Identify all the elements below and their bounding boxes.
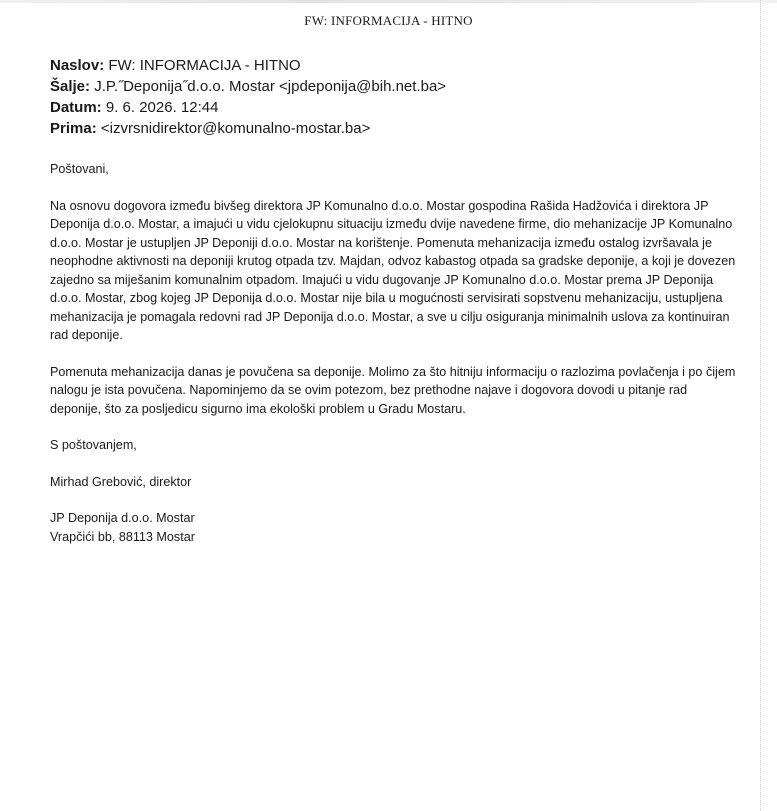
greeting: Poštovani, — [50, 162, 109, 176]
closing: S poštovanjem, — [50, 438, 137, 452]
to-value: <izvrsnidirektor@komunalno-mostar.ba> — [100, 120, 371, 137]
date-value: 9. 6. 2026. 12:44 — [105, 99, 219, 116]
company-address: Vrapčići bb, 88113 Mostar — [50, 529, 195, 544]
date-row — [50, 97, 730, 118]
email-meta — [50, 55, 730, 139]
from-value: J.P.˝Deponija˝d.o.o. Mostar <jpdeponija@bih.net.ba> — [94, 78, 447, 95]
from-label: Šalje: — [50, 78, 91, 95]
subject-value: FW: INFORMACIJA - HITNO — [108, 57, 301, 74]
to-row — [50, 118, 730, 139]
body-paragraph-1: Na osnovu dogovora između bivšeg direktora JP Komunalno d.o.o. Mostar gospodina Rašida Hadžovića i direktora JP Deponija d.o.o. Mostar, a imajući u vidu cjelokupnu situaciju između dvije navedene firme, dio mehanizacije JP Komunalno d.o.o. Mostar je ustupljen JP Deponiji d.o.o. Mostar na korištenje. Pomenuta mehanizacija između ostalog izvršavala je neophodne aktivnosti na deponiji krutog otpada tzv. Majdan, odvoz kabastog otpada sa gradske deponije, a koji je dovezen zajedno sa miješanim komunalnim otpadom. Imajući u vidu dugovanje JP Komunalno d.o.o. Mostar prema JP Deponija d.o.o. Mostar, zbog kojeg JP Deponija d.o.o. Mostar nije bila u mogućnosti servisirati sopstvenu mehanizaciju, ustupljena mehanizacija je pomagala redovni rad JP Deponija d.o.o. Mostar, a sve u cilju osiguranja minimalnih uslova za kontinuiran rad deponije. — [50, 198, 736, 342]
to-label: Prima: — [50, 120, 97, 137]
subject-row — [50, 55, 730, 76]
company-name: JP Deponija d.o.o. Mostar — [50, 511, 195, 525]
scan-right-edge — [759, 0, 761, 811]
date-label: Datum: — [50, 99, 102, 116]
scan-top-edge — [0, 0, 777, 3]
email-body — [50, 160, 740, 546]
page-header-title: FW: INFORMACIJA - HITNO — [304, 13, 473, 28]
from-row — [50, 76, 730, 97]
body-paragraph-2: Pomenuta mehanizacija danas je povučena sa deponije. Molimo za što hitniju informaciju o razlozima povlačenja i po čijem nalogu je ista povučena. Napominjemo da se ovim potezom, bez prethodne najave i dogovora dovodi u pitanje rad deponije, što za posljedicu sigurno ima ekološki problem u Gradu Mostaru. — [50, 364, 736, 416]
subject-label: Naslov: — [50, 57, 105, 74]
signature: Mirhad Grebović, direktor — [50, 474, 192, 489]
